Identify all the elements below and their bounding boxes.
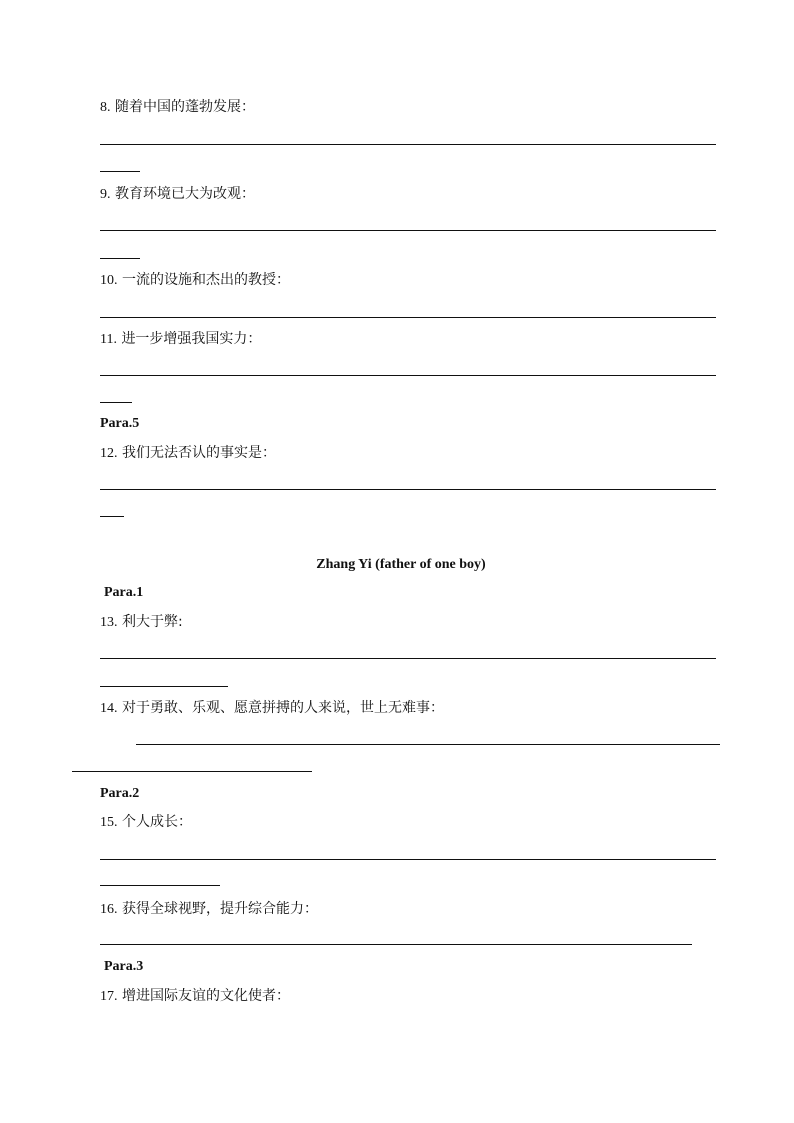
question-number: 16. [100,902,118,917]
answer-line[interactable] [100,658,716,659]
question-prompt: 获得全球视野，提升综合能力： [121,901,318,917]
question-8 [100,98,255,117]
question-prompt: 增进国际友谊的文化使者： [121,988,290,1004]
paragraph-heading: Para.5 [100,416,140,431]
question-number: 13. [100,615,118,630]
answer-line[interactable] [100,885,220,886]
question-number: 10. [100,273,118,288]
question-prompt: 我们无法否认的事实是： [121,445,276,461]
answer-line[interactable] [100,859,716,860]
question-prompt: 个人成长： [121,814,192,830]
question-number: 11. [100,332,117,347]
answer-line[interactable] [72,771,312,772]
question-number: 17. [100,989,118,1004]
question-number: 8. [100,100,111,115]
question-prompt: 进一步增强我国实力： [121,331,262,347]
question-prompt: 随着中国的蓬勃发展： [114,99,255,115]
question-prompt: 利大于弊: [121,614,183,630]
answer-line[interactable] [136,744,720,745]
section-title: Zhang Yi (father of one boy) [316,557,486,572]
answer-line[interactable] [100,489,716,490]
answer-line[interactable] [100,258,140,259]
question-16 [100,900,318,919]
answer-line[interactable] [100,230,716,231]
question-number: 12. [100,446,118,461]
answer-line[interactable] [100,516,124,517]
question-prompt: 教育环境已大为改观： [114,186,255,202]
answer-line[interactable] [100,171,140,172]
answer-line[interactable] [100,402,132,403]
question-number: 15. [100,815,118,830]
question-prompt: 一流的设施和杰出的教授： [121,272,290,288]
question-number: 9. [100,187,111,202]
question-10 [100,271,290,290]
question-15 [100,813,192,832]
answer-line[interactable] [100,944,692,945]
question-9 [100,185,255,204]
question-number: 14. [100,701,118,716]
question-prompt: 对于勇敢、乐观、愿意拼搏的人来说，世上无难事： [121,700,444,716]
question-14 [100,699,444,718]
paragraph-heading: Para.2 [100,786,140,801]
question-12 [100,444,276,463]
question-11 [100,330,261,349]
answer-line[interactable] [100,375,716,376]
answer-line[interactable] [100,317,716,318]
question-13 [100,613,183,632]
answer-line[interactable] [100,686,228,687]
paragraph-heading: Para.1 [104,585,144,600]
paragraph-heading: Para.3 [104,959,144,974]
question-17 [100,987,290,1006]
answer-line[interactable] [100,144,716,145]
